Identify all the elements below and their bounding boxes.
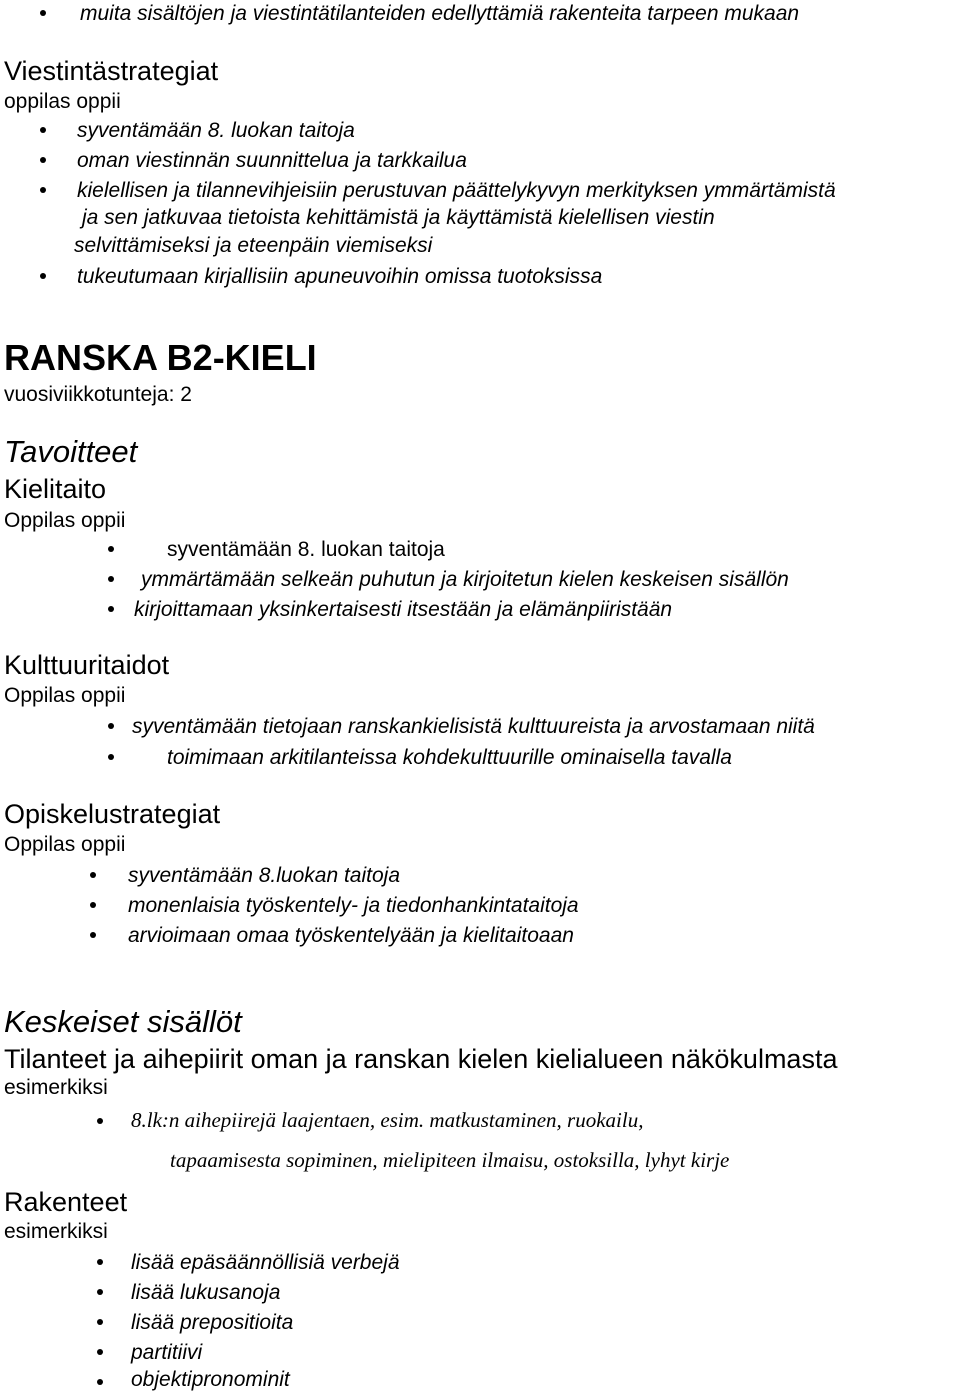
bullet-icon [40, 157, 46, 163]
subsection-heading: Rakenteet [4, 1187, 128, 1217]
section-heading: Viestintästrategiat [4, 56, 219, 86]
section-intro: esimerkiksi [4, 1076, 108, 1099]
list-item-continuation: selvittämiseksi ja eteenpäin viemiseksi [74, 234, 433, 257]
subsection-heading: Kielitaito [4, 474, 107, 504]
bullet-icon [40, 187, 46, 193]
list-item: partitiivi [131, 1341, 203, 1364]
bullet-icon [97, 1259, 103, 1265]
bullet-icon [97, 1379, 103, 1385]
subsection-heading: Kulttuuritaidot [4, 650, 170, 680]
list-item: 8.lk:n aihepiirejä laajentaen, esim. matkustaminen, ruokailu, [131, 1108, 644, 1132]
subsection-heading: Tilanteet ja aihepiirit oman ja ranskan kielen kielialueen näkökulmasta [4, 1044, 838, 1074]
section-intro: Oppilas oppii [4, 509, 126, 532]
section-intro: oppilas oppii [4, 90, 121, 113]
list-item: lisää lukusanoja [131, 1281, 281, 1304]
list-item: syventämään tietojaan ranskankielisistä kulttuureista ja arvostamaan niitä [132, 715, 815, 738]
list-item: toimimaan arkitilanteissa kohdekulttuurille ominaisella tavalla [167, 746, 732, 769]
bullet-icon [108, 606, 114, 612]
bullet-icon [108, 576, 114, 582]
list-item: kielellisen ja tilannevihjeisiin perustuvan päättelykyvyn merkityksen ymmärtämistä [77, 179, 836, 202]
list-item: syventämään 8.luokan taitoja [128, 864, 401, 887]
section-intro: Oppilas oppii [4, 833, 126, 856]
list-item: kirjoittamaan yksinkertaisesti itsestään ja elämänpiiristään [134, 598, 673, 621]
bullet-icon [97, 1319, 103, 1325]
section-intro: Oppilas oppii [4, 684, 126, 707]
bullet-icon [40, 10, 46, 16]
list-item: muita sisältöjen ja viestintätilanteiden edellyttämiä rakenteita tarpeen mukaan [80, 2, 800, 25]
list-item: lisää prepositioita [131, 1311, 294, 1334]
section-intro: esimerkiksi [4, 1220, 108, 1243]
goals-heading: Tavoitteet [4, 434, 138, 469]
bullet-icon [108, 754, 114, 760]
course-hours: vuosiviikkotunteja: 2 [4, 383, 192, 406]
bullet-icon [97, 1349, 103, 1355]
list-item-continuation: ja sen jatkuvaa tietoista kehittämistä ja käyttämistä kielellisen viestin [82, 206, 715, 229]
subsection-heading: Opiskelustrategiat [4, 799, 221, 829]
list-item: arvioimaan omaa työskentelyään ja kielitaitoaan [128, 924, 574, 947]
content-heading: Keskeiset sisällöt [4, 1004, 242, 1039]
list-item: tukeutumaan kirjallisiin apuneuvoihin omissa tuotoksissa [77, 265, 603, 288]
list-item: oman viestinnän suunnittelua ja tarkkailua [77, 149, 467, 172]
bullet-icon [97, 1289, 103, 1295]
list-item-continuation: tapaamisesta sopiminen, mielipiteen ilmaisu, ostoksilla, lyhyt kirje [170, 1148, 730, 1172]
bullet-icon [108, 723, 114, 729]
list-item: ymmärtämään selkeän puhutun ja kirjoitetun kielen keskeisen sisällön [141, 568, 789, 591]
bullet-icon [90, 872, 96, 878]
list-item: syventämään 8. luokan taitoja [167, 538, 445, 561]
bullet-icon [40, 127, 46, 133]
list-item: syventämään 8. luokan taitoja [77, 119, 355, 142]
list-item: monenlaisia työskentely- ja tiedonhankintataitoja [128, 894, 579, 917]
bullet-icon [108, 546, 114, 552]
list-item: objektipronominit [131, 1368, 290, 1391]
bullet-icon [90, 902, 96, 908]
bullet-icon [40, 273, 46, 279]
course-title: RANSKA B2-KIELI [4, 337, 317, 378]
bullet-icon [90, 932, 96, 938]
list-item: lisää epäsäännöllisiä verbejä [131, 1251, 400, 1274]
bullet-icon [97, 1118, 103, 1124]
